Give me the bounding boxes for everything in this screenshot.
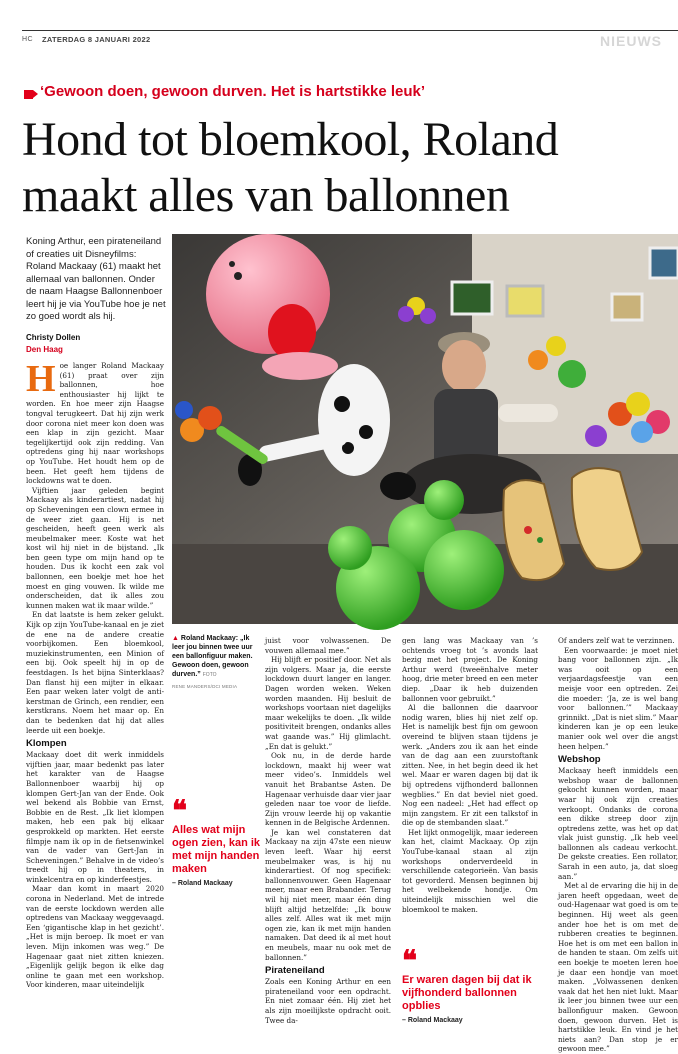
location: Den Haag — [26, 345, 63, 354]
headline — [22, 112, 678, 224]
intro-text: Koning Arthur, een pirateneiland of creaties uit Disneyfilms: Roland Mackaay (61) maakt het allemaal van ballonnen. Onder de naam Haagse Ballonnenboer leert hij je via YouTube hoe je net zo goed wordt als hij. — [26, 236, 166, 322]
paragraph: juist voor volwassenen. De vouwen allemaal mee.” — [265, 636, 391, 655]
article-column-1 — [26, 358, 164, 1021]
kicker: ‘Gewoon doen, gewoon durven. Het is hartstikke leuk’ — [40, 83, 426, 100]
pull-quote-1 — [172, 796, 262, 887]
photo-credit: RENE MANDERS/DCI MEDIA — [172, 684, 238, 689]
quote-mark-icon: ❝ — [172, 796, 188, 827]
paragraph: En dat laatste is hem zeker gelukt. Kijk op zijn YouTube-kanaal en je ziet de ene na de andere creatie voorbijkomen. Een bloemkool, muziekinstrumenten, een Minion of een bij. Ook speelt hij in op de feestdagen. Is het bijna Sinterklaas? Dan flanst hij een mijter in elkaar. Een paar weken later volgt de anti-kerstman de Grinch, een rendier, een kerstkrans. Noem het maar op. En dan te bedenken dat hij dat alles leerde uit een boekje. — [26, 610, 164, 735]
subhead-klompen: Klompen — [26, 738, 67, 750]
paragraph: Hij blijft er positief door. Net als zijn volgers. Maar ja, die eerste lockdown duurt langer en langer. Dagen worden weken. Weken worden maanden. Hij besluit de workshops voortaan niet dagelijks maar wekelijks te doen. „Ik wilde positiviteit brengen, ondanks alles wat gaande was.” Hij glimlacht. „En dat is gelukt.” — [265, 655, 391, 751]
section-label: NIEUWS — [600, 33, 662, 49]
paragraph: Maar dan komt in maart 2020 corona in Nederland. Met de intrede van de eerste lockdown werden alle optredens van Mackaay weggevaagd. Een ‘gigantische klap in het gezicht’. „Het is mijn beroep. Ik moet er van leven. Mijn inkomen was weg.” De Hagenaar gaat niet zitten kniezen. „Eigenlijk gelijk begon ik elke dag online te gaan met een workshop. Voor kinderen, maar uiteindelijk — [26, 884, 164, 990]
paragraph: Je kan wel constateren dat Mackaay na zijn 47ste een nieuw leven leeft. Waar hij eerst meubelmaker was, is hij nu kinderartiest. Of nog specifiek: ballonnenvouwer. Geen Hagenaar meer, maar een Brabander. Terug wil hij niet meer, maar één ding blijft altijd hetzelfde: „Ik bouw alles zelf. Alles wat ik met mijn ogen zie, kan ik met mijn handen namaken. Dat deed ik al met hout en meubels, maar nu ook met de ballonnen.” — [265, 827, 391, 962]
paragraph: Een voorwaarde: je moet niet bang voor ballonnen zijn. „Ik was ooit op een verjaardagsfeestje van een meisje voor een optreden. Zei die moeder: ‘Ja, ze is wel bang voor ballonnen.’” Mackaay grinnikt. „Dat is niet slim.” Maar kinderen kan je op een leuke manier ook wel over die angst heen helpen.” — [558, 645, 678, 751]
caption-text: „Ik leer jou binnen twee uur een ballonfiguur maken. Gewoon doen, gewoon durven.” — [172, 635, 253, 678]
paragraph: Al die ballonnen die daarvoor nodig waren, blies hij niet zelf op. Het is namelijk best fijn om gewoon overeind te blijven staan tijdens je werk. „Anders zou ik aan het einde van de dag aan een zuurstoftank zitten. Nee, in het begin deed ik het wel. Maar er waren dagen bij dat ik bij optredens vijfhonderd ballonnen wegblies.” En dat beviel niet goed. Nog een nadeel: „Het had effect op mijn zangstem. Er zit een talkstof in die op de stembanden slaat.” — [402, 703, 538, 828]
top-rule — [22, 30, 678, 31]
caption-triangle-icon: ▲ — [172, 635, 179, 642]
quote-source: – Roland Mackaay — [172, 880, 233, 887]
dropcap: H — [26, 358, 56, 400]
article-column-2 — [265, 636, 391, 1024]
subhead-pirateneiland: Pirateneiland — [265, 965, 325, 977]
date-line: ZATERDAG 8 JANUARI 2022 — [42, 35, 151, 44]
paragraph: Ook nu, in de derde harde lockdown, maakt hij weer wat meer video’s. Inmiddels wel vanuit het Brabantse Asten. De Hagenaar verhuisde daar vier jaar geleden naar toe voor de liefde. Zijn vrouw leerde hij op vakantie kennen in de Belgische Ardennen. — [265, 751, 391, 828]
article-photo — [172, 234, 678, 624]
headline-line-2: maakt alles van ballonnen — [22, 169, 510, 222]
article-column-4 — [558, 636, 678, 1054]
quote-source: – Roland Mackaay — [402, 1017, 463, 1024]
subhead-webshop: Webshop — [558, 754, 601, 766]
headline-line-1: Hond tot bloemkool, Roland — [22, 113, 559, 166]
pull-quote-2 — [402, 946, 542, 1024]
quote-text: Alles wat mijn ogen zien, kan ik met mijn handen maken — [172, 824, 261, 875]
kicker-marker-icon — [24, 90, 33, 99]
article-column-3 — [402, 636, 538, 952]
paragraph: Hoe langer Roland Mackaay (61) praat over zijn ballonnen, hoe enthousiaster hij lijkt te worden. En hoe meer zijn Haagse tongval terugkeert. Dat hij zijn werk door corona niet meer kon doen was een klap in zijn gezicht. Maar tegelijkertijd ook zijn redding. Van optredens ging hij naar workshops op YouTube. Het houdt hem op de been. Het geeft hem tijdens de lockdowns wat te doen. — [26, 358, 164, 486]
paragraph: Of anders zelf wat te verzinnen. — [558, 636, 675, 645]
paragraph: Zoals een Koning Arthur en een pirateneiland voor een opdracht. En niet zomaar één. Hij ziet het als zijn moeilijkste opdracht ooit. Twee da- — [265, 977, 391, 1025]
paragraph: Mackaay doet dit werk inmiddels vijftien jaar, maar bedenkt pas later het karakter van de Haagse Ballonnenboer waarbij hij op klompen Gert-Jan van der Ende. Ook wel bekend als Bobbie van Ernst, Bobbie en de Rest. „Ik liet klompen maken, heb een pak bij elkaar gesprokkeld op markten. Het eerste filmpje nam ik op in de fietsenwinkel van de vader van Gert-Jan in Scheveningen.” Behalve in de video’s treedt hij op in theaters, in winkelcentra en op kinderfeestjes. — [26, 750, 164, 884]
quote-mark-icon: ❝ — [402, 946, 418, 977]
paragraph: Het lijkt onmogelijk, maar iedereen kan het, claimt Mackaay. Op zijn YouTube-kanaal staan al zijn workshops onderverdeeld in verschillende categorieën. Van basis tot gevorderd. Mensen beginnen bij het welbekende hondje. Om uiteindelijk misschien wel die bloemkool te maken. — [402, 827, 538, 914]
paragraph: Vijftien jaar geleden begint Mackaay als kinderartiest, nadat hij op Scheveningen een clown ermee in de weer ziet gaan. Hij is net gescheiden, heeft geen werk als meubelmaker meer. Koste wat het kost wil hij niet in de bijstand. „Ik ben geen type om mijn hand op te houden. Dus ik kocht een zak vol ballonnen, een boekje met hoe het moest en ging vouwen. Ik wilde me onderscheiden, dat ik alles zou kunnen maken wat ik maar wilde.” — [26, 485, 164, 610]
photo-caption — [172, 634, 260, 680]
quote-text: Er waren dagen bij dat ik vijfhonderd ballonnen opblies — [402, 974, 532, 1012]
paragraph: Mackaay heeft inmiddels een webshop waar de ballonnen gekocht kunnen worden, maar waar hij ook zijn creaties verkoopt. Ondanks de corona een dikke streep door zijn optredens zette, was het op dat vlak juist gunstig. „Ik heb veel ballonnen als cadeau verkocht. De gekste creaties. Een rollator, Sarah in een auto, ja, dat sloeg aan.” — [558, 766, 678, 881]
paragraph: gen lang was Mackaay van ’s ochtends vroeg tot ’s avonds laat bezig met het project. De Koning Arthur werd (tweeënhalve meter hoog, drie meter breed en een meter diep. „Daar ik heb duizenden ballonnen voor gebruikt.” — [402, 636, 538, 703]
caption-photo-label: FOTO — [202, 672, 217, 678]
paragraph: Met al de ervaring die hij in de jaren heeft opgedaan, weet de oud-Hagenaar wat goed is om te beginnen. Hij weet als geen ander hoe het is om met de rubberen creaties te beginnen. Hoe het is om met een ballon in de handen te staan. Om zelfs uit een boekje te moeten leren hoe je daar een hondje van moet maken. „Volwassenen denken vaak dat het hen niet lukt. Maar ik leer jou binnen twee uur een ballonfiguur maken. Gewoon doen, gewoon durven. Het is hartstikke leuk. En vind je het niets aan? Dan stop je er gewoon mee.” — [558, 881, 678, 1054]
page-number: HC — [22, 36, 34, 43]
balloon-photo-illustration — [172, 234, 678, 624]
author: Christy Dollen — [26, 333, 81, 342]
caption-name: Roland Mackaay: — [180, 635, 239, 642]
